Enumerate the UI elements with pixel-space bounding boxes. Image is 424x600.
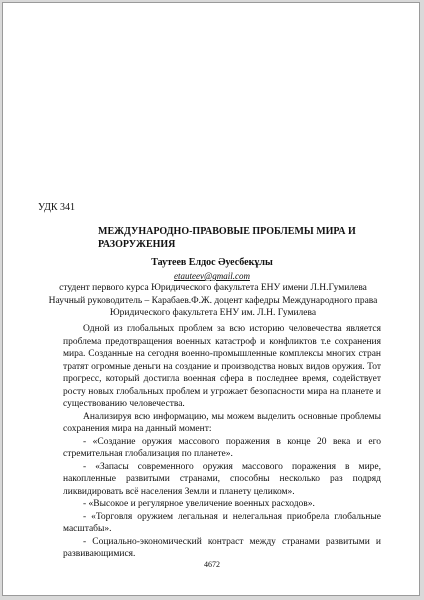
list-item: - «Запасы современного оружия массового поражения в мире, накопленные развитыми странами, способны несколько раз подряд ликвидировать всё населения Земли и планету целиком». [63, 461, 381, 497]
list-item: - «Создание оружия массового поражения в конце 20 века и его стремительная глобализация по планете». [63, 436, 381, 459]
article-body [63, 323, 381, 561]
document-page [2, 2, 420, 596]
author-affiliation [43, 282, 383, 320]
paragraph: Одной из глобальных проблем за всю историю человечества является проблема предотвращения военных катастроф и конфликтов т.е сохранения мира. Созданные на сегодня военно-промышленные комплексы многих стран тратят огромные деньги на создание и производства новых видов оружия. Тот прогресс, который достигла военная сфера в последнее время, содействует росту новых глобальных проблем и угрожает безопасности мира на планете и существованию человечества. [63, 324, 381, 409]
affiliation-student: студент первого курса Юридического факультета ЕНУ имени Л.Н.Гумилева [59, 283, 367, 293]
page-number: 4672 [204, 560, 220, 569]
author-name: Таутеев Елдос Әуесбекұлы [151, 257, 273, 268]
list-item: - Социально-экономический контраст между странами развитыми и развивающимися. [63, 536, 381, 559]
paragraph: Анализируя всю информацию, мы можем выделить основные проблемы сохранения мира на данный момент: [63, 411, 381, 434]
author-email-link[interactable]: etauteev@gmail.com [173, 271, 250, 281]
udk-code: УДК 341 [38, 202, 76, 213]
affiliation-supervisor: Научный руководитель – Карабаев.Ф.Ж. доцент кафедры Международного права Юридического факультета ЕНУ им. Л.Н. Гумилева [48, 295, 378, 318]
list-item: - «Торговля оружием легальная и нелегальная приобрела глобальные масштабы». [63, 511, 381, 534]
article-title: МЕЖДУНАРОДНО-ПРАВОВЫЕ ПРОБЛЕМЫ МИРА И РАЗОРУЖЕНИЯ [98, 226, 356, 250]
problem-list [63, 436, 381, 561]
list-item: - «Высокое и регулярное увеличение военных расходов». [83, 499, 315, 509]
